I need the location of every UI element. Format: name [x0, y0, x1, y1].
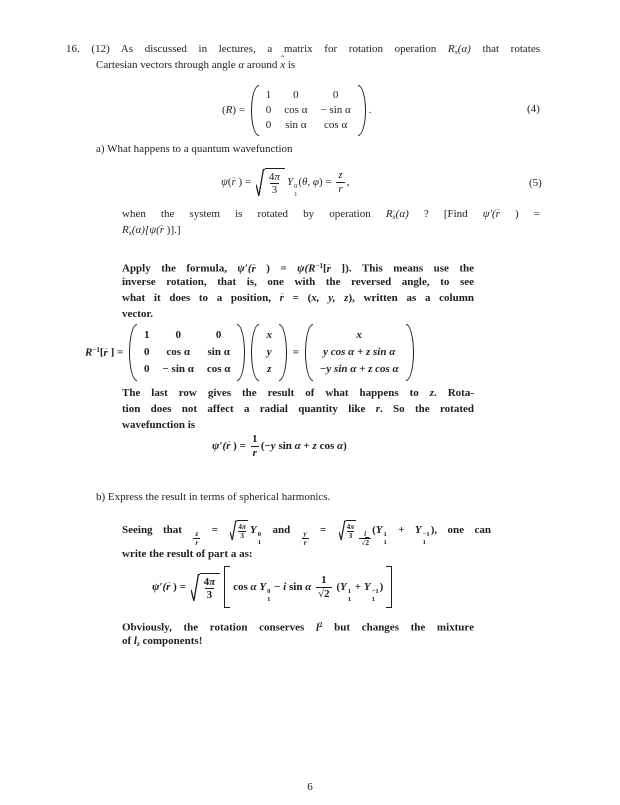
matrix-cell: 0 — [265, 118, 272, 131]
equals: = — [309, 524, 337, 536]
digit: 4 — [268, 170, 275, 183]
pi-symbol: π — [209, 575, 216, 588]
matrix-cell: 0 — [215, 329, 222, 342]
equation-5 — [221, 162, 349, 202]
denominator: 3 — [271, 184, 278, 197]
radical-sign-icon — [256, 168, 265, 197]
plus-operator: + — [300, 440, 313, 452]
question-text: when the system is rotated by operation — [122, 208, 386, 220]
paren: ) — [379, 581, 384, 593]
digit: 4 — [238, 522, 243, 531]
subscript: 1 — [267, 595, 271, 603]
paren: ) — [430, 524, 435, 536]
solution-text: . Rota- — [434, 387, 474, 399]
subscript: 1 — [422, 538, 426, 546]
item-b-label: b) — [96, 491, 108, 503]
vector-cells — [313, 324, 406, 381]
inverse-rotation-matrix — [129, 324, 245, 381]
subscript: 1 — [371, 595, 375, 603]
denominator — [359, 538, 371, 548]
psi-symbol: ψ( — [297, 262, 309, 275]
subscript: 1 — [347, 595, 352, 603]
solution-line — [122, 290, 474, 306]
matrix-cell: 0 — [293, 88, 299, 101]
vector-cell: y cos α + z sin α — [323, 346, 396, 359]
denominator: 3 — [240, 531, 244, 540]
radicand: 2 — [365, 538, 370, 548]
r-vector: r → — [166, 564, 170, 610]
solution-text: but changes the mixture — [322, 621, 474, 634]
xhat-symbol: x ˆ — [280, 57, 285, 73]
pi-symbol: π — [350, 522, 355, 531]
result-column-vector — [305, 324, 414, 381]
z-variable: z — [312, 440, 317, 452]
Y-scripts — [384, 531, 387, 546]
inverse-exponent: −1 — [92, 346, 100, 354]
radicand — [237, 520, 248, 541]
bracket: [ — [323, 262, 327, 275]
spherical-harmonic-Y: Y — [363, 581, 371, 593]
r-variable: r — [375, 403, 380, 415]
pi-symbol: π — [242, 522, 246, 531]
radicand — [265, 168, 285, 197]
fraction-4pi-3 — [347, 523, 355, 541]
matrix-cell: cos α — [324, 118, 348, 131]
radical-sign-icon — [230, 520, 237, 541]
l-variable: l — [133, 635, 137, 647]
radicand — [200, 573, 221, 602]
numerator: 1 — [321, 574, 327, 587]
psi-prime: ψ′( — [237, 262, 252, 275]
superscript: 0 — [294, 183, 298, 191]
numerator — [347, 523, 355, 531]
equals: ) = — [255, 262, 298, 275]
solution-text: Seeing that — [122, 524, 193, 536]
solution-line — [122, 417, 195, 433]
solution-text: write the result of part a as: — [122, 548, 253, 560]
cos-function: cos — [233, 581, 251, 593]
subscript: 1 — [383, 538, 387, 546]
z-subscript: z — [136, 639, 140, 648]
item-b — [96, 489, 330, 505]
paren: ) — [343, 440, 347, 452]
r-vector: r → — [327, 261, 331, 277]
solution-line — [122, 633, 202, 652]
matrix-cell: cos α — [166, 346, 190, 359]
matrix-cell: sin α — [207, 346, 230, 359]
Y-scripts — [348, 588, 351, 603]
l-vector: l → — [316, 620, 319, 636]
r-vector: r → — [232, 162, 236, 202]
denominator: r — [195, 538, 199, 548]
statement-text: is — [285, 59, 296, 71]
matrix-cell: 0 — [144, 346, 150, 359]
solution-line — [122, 306, 153, 322]
vector-cell: −y sin α + z cos α — [319, 363, 399, 376]
numerator: z — [195, 528, 199, 538]
matrix-cell: 0 — [144, 363, 150, 376]
digit: 4 — [203, 575, 210, 588]
equation-number-4: (4) — [527, 103, 540, 115]
numerator — [204, 576, 216, 589]
y-variable: y — [270, 440, 276, 452]
spherical-harmonic-Y: Y — [286, 176, 294, 188]
pi-symbol: π — [274, 170, 280, 183]
page-number: 6 — [307, 781, 313, 793]
subscript: 1 — [294, 190, 298, 198]
matrix-cell: sin α — [285, 118, 307, 131]
solution-line — [122, 401, 474, 417]
r-vector: r → — [226, 429, 230, 463]
rotated-wavefunction-equation — [212, 429, 347, 463]
paren: ( — [227, 176, 232, 188]
z-variable: z — [429, 387, 435, 399]
alpha-symbol: α — [250, 581, 260, 593]
psi-symbol: ψ — [221, 176, 228, 188]
alpha-argument: (α) — [395, 208, 409, 220]
denominator: r — [303, 538, 307, 548]
r-vector: r → — [280, 290, 284, 306]
square-root — [191, 573, 221, 602]
digit: 4 — [346, 522, 351, 531]
spherical-harmonics-equation — [152, 564, 392, 610]
left-paren — [251, 324, 259, 381]
cos-function: cos — [316, 440, 337, 452]
numerator: i — [364, 528, 367, 538]
paren: (− — [260, 440, 271, 452]
bracket: [ — [99, 346, 104, 359]
spherical-harmonic-Y: Y — [250, 524, 257, 536]
spherical-harmonic-Y: Y — [259, 581, 267, 593]
solution-text: , written as a column — [352, 292, 475, 304]
left-paren — [305, 324, 313, 381]
spherical-harmonic-Y: Y — [375, 524, 383, 536]
matrix-cell: − sin α — [162, 363, 194, 376]
rotation-operator-symbol: R — [225, 104, 233, 116]
matrix-cell: − sin α — [320, 103, 351, 116]
equation-4 — [222, 84, 372, 136]
solution-line — [122, 517, 491, 548]
left-paren — [129, 324, 137, 381]
equals: = — [201, 524, 229, 536]
plus-operator: + — [387, 524, 415, 536]
fraction-i-sqrt2 — [359, 530, 371, 548]
equals: = ( — [283, 292, 312, 304]
period: . — [368, 104, 372, 116]
numerator: y — [303, 528, 307, 538]
fraction-1-r — [251, 433, 259, 459]
denominator: 3 — [206, 589, 213, 602]
Y-scripts — [267, 588, 270, 603]
statement-text: around — [244, 59, 281, 71]
statement-text: 16. (12) As discussed in lectures, a matrix for rotation operation — [66, 43, 448, 55]
psi-prime: ψ′( — [482, 208, 496, 220]
rotation-operator-symbol: R — [122, 224, 129, 236]
superscript: 1 — [347, 588, 352, 596]
statement-text: Cartesian vectors through angle — [96, 59, 239, 71]
matrix-cell: cos α — [206, 363, 231, 376]
equals: ) = — [232, 104, 248, 116]
matrix-cell: cos α — [284, 103, 308, 116]
solution-text: tion does not affect a radial quantity like — [122, 403, 376, 415]
matrix-cell: 1 — [265, 88, 272, 101]
solution-line — [122, 546, 253, 562]
numerator — [269, 171, 280, 184]
solution-text: . This means use the — [348, 262, 475, 275]
superscript: −1 — [371, 588, 379, 596]
equation-number-5: (5) — [529, 177, 542, 189]
left-bracket — [224, 566, 230, 608]
question-a-line-2 — [122, 222, 181, 241]
item-a-text: What happens to a quantum wavefunction — [107, 143, 293, 155]
question-a-line-1 — [122, 206, 540, 225]
rotation-operator-symbol: R — [85, 346, 93, 359]
sin-function: sin — [286, 581, 306, 593]
plus-operator: + — [352, 581, 364, 593]
fraction-y-r — [302, 530, 309, 548]
fraction-4pi-3 — [238, 523, 246, 541]
equals: = — [289, 346, 302, 359]
vector-cells — [259, 324, 279, 381]
squared-exponent: 2 — [319, 621, 323, 629]
sin-function: sin — [275, 440, 295, 452]
inverse-matrix-equation — [85, 322, 417, 381]
alpha-symbol: α — [238, 59, 245, 71]
closing-brackets: )].] — [164, 224, 181, 236]
paren: ( — [222, 104, 226, 116]
superscript: 1 — [383, 531, 387, 539]
fraction-4pi-3 — [269, 171, 280, 197]
statement-text: that rotates — [470, 43, 540, 55]
fraction-1-sqrt2 — [316, 574, 332, 600]
rotation-operator-symbol: R — [385, 208, 393, 220]
rotation-matrix — [251, 85, 366, 136]
right-paren — [358, 85, 366, 136]
matrix-cells — [137, 324, 237, 381]
solution-text: , one can — [434, 524, 491, 536]
right-paren — [237, 324, 245, 381]
Y-scripts — [294, 183, 297, 198]
right-paren — [406, 324, 414, 381]
solution-text: what it does to a position, — [122, 292, 280, 304]
Y-scripts — [423, 531, 430, 546]
solution-text: Obviously, the rotation conserves — [122, 621, 316, 634]
square-root — [230, 520, 248, 541]
superscript: 0 — [257, 531, 262, 539]
Y-scripts — [372, 588, 379, 603]
superscript: 0 — [267, 588, 271, 596]
solution-text: of — [122, 635, 134, 647]
Y-scripts — [258, 531, 261, 546]
r-vector: r → — [252, 261, 256, 277]
equals: ) = — [499, 208, 540, 220]
square-root — [339, 520, 357, 541]
vector-cell: x — [356, 329, 362, 342]
paren: ( — [298, 176, 303, 188]
solution-text: and — [262, 524, 301, 536]
right-paren — [279, 324, 287, 381]
r-vector: r → — [160, 222, 164, 238]
solution-text: wavefunction is — [122, 419, 196, 431]
matrix-cell: 1 — [144, 329, 150, 342]
radical-sign-icon — [191, 573, 200, 602]
matrix-cell: 0 — [175, 329, 181, 342]
comma: , — [346, 176, 350, 188]
radicand: 2 — [324, 587, 330, 600]
solution-text: inverse rotation, that is, one with the reversed angle, to see — [122, 276, 474, 288]
right-bracket — [386, 566, 392, 608]
paren: ) — [348, 292, 353, 304]
alpha-argument: (α) — [457, 43, 471, 55]
matrix-cell: 0 — [332, 88, 339, 101]
position-column-vector — [251, 324, 287, 381]
fraction-4pi-3 — [204, 576, 216, 602]
psi-prime: ψ′( — [212, 440, 227, 452]
denominator: 3 — [348, 531, 353, 540]
radical-sign: √ — [361, 538, 366, 548]
item-a — [96, 141, 293, 157]
item-a-label: a) — [96, 143, 108, 155]
rotation-operator-symbol: R — [447, 43, 455, 55]
solution-text: components! — [139, 635, 203, 647]
xhat-subscript: x ˆ — [393, 209, 396, 225]
minus-operator: − — [271, 581, 284, 593]
vector-cell: y — [266, 346, 272, 359]
radicand — [346, 520, 357, 541]
r-vector: r → — [496, 206, 500, 222]
denominator — [316, 587, 332, 601]
solution-line — [122, 274, 474, 290]
vector-cell: z — [267, 363, 272, 376]
radical-sign: √ — [318, 587, 325, 600]
subscript: 1 — [257, 538, 262, 546]
alpha-symbol: α — [305, 581, 315, 593]
alpha-symbol: α — [336, 440, 344, 452]
radical-sign-icon — [339, 520, 346, 541]
paren: ( — [372, 524, 376, 536]
spherical-harmonic-Y: Y — [340, 581, 347, 593]
fraction-z-r — [336, 169, 344, 195]
numerator: z — [338, 169, 343, 182]
item-b-text: Express the result in terms of spherical harmonics. — [107, 491, 331, 503]
numerator — [238, 523, 246, 531]
inverse-exponent: −1 — [315, 262, 323, 270]
rotation-operator-symbol: R — [308, 262, 316, 275]
denominator: r — [338, 182, 343, 195]
equals: ) = — [319, 176, 335, 188]
imaginary-i: i — [283, 581, 287, 593]
spherical-harmonic-Y: Y — [414, 524, 422, 536]
numerator: 1 — [251, 433, 258, 446]
r-vector: r → — [104, 325, 108, 381]
operator-applied: (α)[ψ( — [131, 224, 160, 236]
equals: ) = — [170, 581, 189, 593]
alpha-symbol: α — [294, 440, 301, 452]
matrix-cell: 0 — [265, 103, 272, 116]
xhat-subscript: x ˆ — [455, 44, 458, 60]
solution-text: . So the rotated — [379, 403, 474, 415]
vector-cell: x — [266, 329, 272, 342]
solution-text: The last row gives the result of what happens to — [122, 387, 430, 399]
superscript: −1 — [422, 531, 430, 539]
question-text: ? [Find — [408, 208, 483, 220]
psi-prime: ψ′( — [152, 581, 167, 593]
equals: ) = — [230, 440, 249, 452]
problem-statement-line-2 — [96, 57, 295, 73]
coordinates: x, y, z — [311, 292, 349, 304]
paren: ( — [333, 581, 341, 593]
square-root — [256, 168, 285, 197]
angle-arguments: θ, φ — [302, 176, 320, 188]
xhat-subscript: x ˆ — [129, 225, 132, 241]
matrix-cells — [259, 85, 358, 136]
denominator: r — [252, 446, 257, 459]
bracket: ]) — [330, 262, 349, 275]
left-paren — [251, 85, 259, 136]
equals: ) = — [235, 176, 254, 188]
equals: ] = — [107, 346, 127, 359]
solution-text: vector. — [122, 308, 154, 320]
solution-line — [122, 385, 474, 401]
solution-text: Apply the formula, — [122, 262, 238, 275]
